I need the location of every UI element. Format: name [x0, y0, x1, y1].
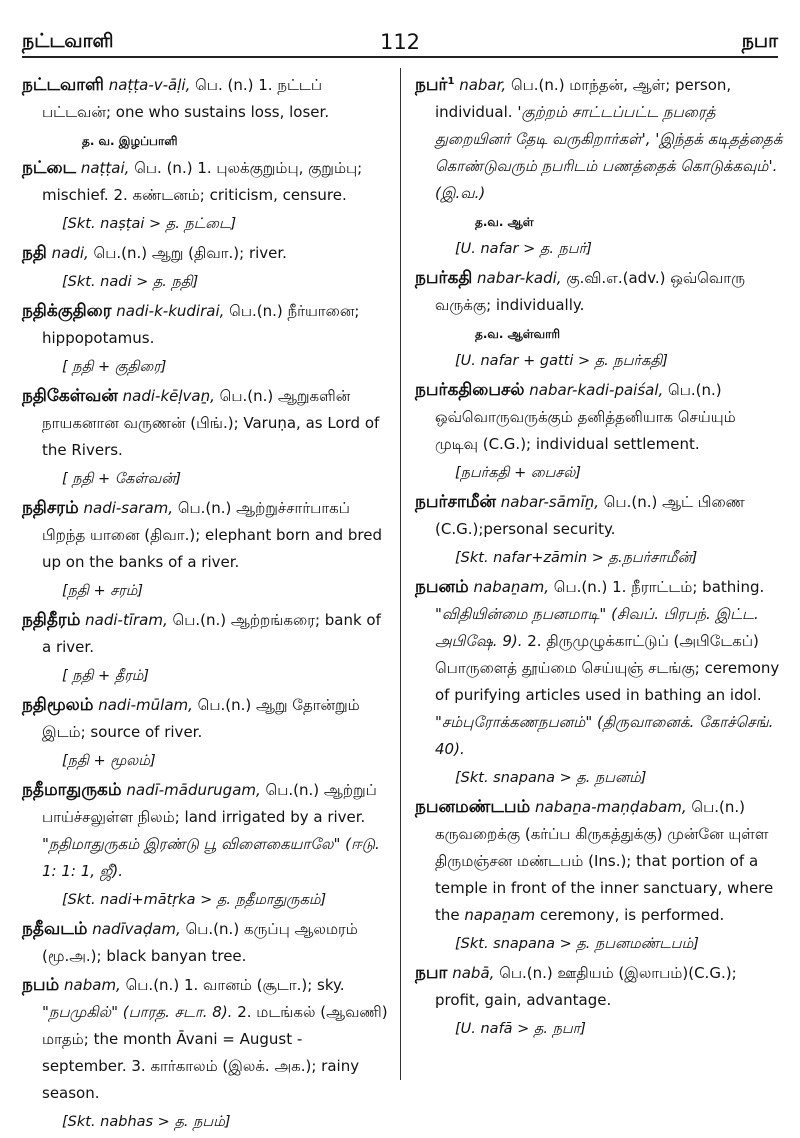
headword: நதீமாதுருகம்: [22, 780, 122, 800]
dictionary-entry: [415, 794, 783, 929]
etymology: [நதி + மூலம்]: [62, 753, 156, 769]
page-number: 112: [379, 30, 421, 54]
etymology: [ நதி + தீரம்]: [62, 668, 150, 684]
dictionary-entry: [22, 155, 390, 209]
definition: பெ.(n.) ஆற்றங்கரை; bank of a river.: [42, 611, 381, 656]
headword: நதிக்குதிரை: [22, 301, 112, 321]
definition: பெ.(n.) கருப்பு ஆலமரம் (மூ.அ.); black banyan tree.: [42, 920, 358, 965]
headword: நபனம்: [415, 577, 469, 597]
etymology: [நதி + சரம்]: [62, 583, 144, 599]
transliteration: nabā,: [452, 964, 495, 982]
transliteration: nadīvaḍam,: [92, 920, 181, 938]
transliteration: nabar-kadi-paiśal,: [529, 381, 664, 399]
dictionary-entry: [415, 489, 783, 543]
transliteration: nabam,: [64, 976, 121, 994]
homonym-number: 1: [447, 76, 455, 87]
definition-continued: ceremony, is performed.: [535, 906, 725, 924]
transliteration: nadī-mādurugam,: [126, 781, 261, 799]
definition: பெ.(n.) ஊதியம் (இலாபம்)(C.G.); profit, gain, advantage.: [435, 964, 737, 1009]
headword: நதீவடம்: [22, 919, 88, 939]
headword: நபனமண்டபம்: [415, 797, 531, 817]
definition: பெ.(n.) கருவறைக்கு (கர்ப்ப கிருகத்துக்கு) முன்னே யுள்ள திருமஞ்சன மண்டபம் (Ins.); that portion of a temple in front of the inner sanctuary, where the: [435, 798, 774, 924]
page-header: [22, 26, 778, 58]
etymology: [Skt. nabhas > த. நபம்]: [62, 1114, 231, 1130]
headword: நபா: [415, 963, 448, 983]
definition: பெ.(n.) ஆறுகளின் நாயகனான வருணன் (பிங்.); Varuṇa, as Lord of the Rivers.: [42, 387, 380, 459]
transliteration: naṭṭa-v-āḷi,: [108, 76, 191, 94]
definition: பெ.(n.) நீர்யானை; hippopotamus.: [42, 302, 360, 347]
transliteration: nabar,: [459, 76, 507, 94]
etymology: [நபர்கதி + பைசல்]: [455, 465, 582, 481]
definition: பெ.(n.) ஆறு தோன்றும் இடம்; source of river.: [42, 696, 360, 741]
headword: நபர்கதி: [415, 268, 473, 288]
transliteration: nabar-sāmīṉ,: [500, 493, 599, 511]
etymology: [Skt. snapana > த. நபனம்]: [455, 770, 647, 786]
etymology: [Skt. snapana > த. நபனமண்டபம்]: [455, 936, 699, 952]
transliteration: nabaṉam,: [473, 578, 550, 596]
definition: பெ. (n.) 1. நட்டப் பட்டவன்; one who sustains loss, loser.: [42, 76, 330, 121]
definition-continued: 2. மடங்கல் (ஆவணி) மாதம்; the month Āvani = August - september. 3. கார்காலம் (இலக். அக.); rainy season.: [42, 1003, 388, 1102]
transliteration: nadi-mūlam,: [98, 696, 193, 714]
headword: நபர்சாமீன்: [415, 492, 496, 512]
dictionary-entry: [22, 972, 390, 1107]
etymology: [U. nafar + gatti > த. நபர்கதி]: [455, 353, 668, 369]
etymology: [U. nafar > த. நபர்]: [455, 241, 592, 257]
headword: நதிதீரம்: [22, 610, 81, 630]
etymology: [Skt. naṣṭai > த. நட்டை]: [62, 216, 237, 232]
etymology: [Skt. nafar+zāmin > த.நபர்சாமீன்]: [455, 550, 698, 566]
dictionary-entry: [22, 692, 390, 746]
dictionary-entry: [22, 607, 390, 661]
transliteration: nabaṉa-maṇḍabam,: [535, 798, 687, 816]
tamil-synonym: த. வ. இழப்பாளி: [82, 134, 178, 148]
definition-continued: 2. திருமுழுக்காட்டுப் (அபிடேகப்) பொருளைத் தூய்மை செய்யுஞ் சடங்கு; ceremony of purifying articles used in bathing an idol.: [435, 632, 780, 704]
dictionary-entry: [415, 72, 783, 207]
dictionary-entry: [22, 383, 390, 464]
guide-word-left: நட்டவாளி: [22, 30, 114, 52]
transliteration: nadi,: [51, 244, 89, 262]
transliteration: nadi-saram,: [83, 499, 174, 517]
definition: பெ.(n.) ஆற்றுப் பாய்ச்சலுள்ள நிலம்; land irrigated by a river.: [42, 781, 377, 826]
dictionary-entry: [22, 240, 390, 267]
dictionary-entry: [415, 574, 783, 763]
definition: பெ. (n.) 1. புலக்குறும்பு, குறும்பு; mischief. 2. கண்டனம்; criticism, censure.: [42, 159, 363, 204]
definition: பெ.(n.) ஒவ்வொருவருக்கும் தனித்தனியாக செய்யும் முடிவு (C.G.); individual settlement.: [435, 381, 736, 453]
headword: நட்டவாளி: [22, 75, 104, 95]
citation-quote: "விதியின்மை நபனமாடி" (சிவப். பிரபந். இட்ட. அபிஷே. 9).: [435, 605, 759, 650]
headword: நதிசரம்: [22, 498, 79, 518]
transliteration: nabar-kadi,: [477, 269, 562, 287]
etymology: [Skt. nadi > த. நதி]: [62, 274, 199, 290]
headword: நதி: [22, 243, 47, 263]
etymology: [Skt. nadi+mātṛka > த. நதீமாதுருகம்]: [62, 892, 327, 908]
column-divider: [400, 68, 401, 1080]
etymology: [ நதி + குதிரை]: [62, 359, 167, 375]
headword: நட்டை: [22, 158, 77, 178]
transliteration: nadi-tīram,: [85, 611, 168, 629]
definition: பெ.(n.) ஆற்றுச்சார்பாகப் பிறந்த யானை (திவா.); elephant born and bred up on the banks of a river.: [42, 499, 383, 571]
headword: நதிமூலம்: [22, 695, 94, 715]
citation-quote: "நபமுகில்" (பாரத. சடா. 8).: [42, 1003, 233, 1021]
left-column: [22, 72, 390, 1138]
inline-transliteration: napaṉam: [459, 906, 536, 924]
definition: பெ.(n.) ஆட் பிணை (C.G.);personal security.: [435, 493, 745, 538]
right-column: [415, 72, 783, 1045]
citation-quote: "சம்புரோக்கணநபனம்" (திருவானைக். கோச்செங். 40).: [435, 713, 774, 758]
citation-quote: "நதிமாதுருகம் இரண்டு பூ விளைகையாலே" (ஈடு. 1: 1: 1, ஜீ).: [42, 835, 380, 880]
definition: கு.வி.எ.(adv.) ஒவ்வொரு வருக்கு; individually.: [435, 269, 745, 314]
dictionary-entry: [22, 495, 390, 576]
definition: பெ.(n.) மாந்தன், ஆள்; person, individual.: [435, 76, 732, 121]
tamil-synonym: த.வ. ஆள்: [475, 215, 534, 229]
citation-quote: 'குற்றம் சாட்டப்பட்ட நபரைத் துறையினர் தேடி வருகிறார்கள்', 'இந்தக் கடிதத்தைக் கொண்டுவரும் நபரிடம் பணத்தைக் கொடுக்கவும்'. (இ.வ.): [435, 103, 783, 202]
dictionary-entry: [22, 72, 390, 126]
tamil-synonym: த.வ. ஆள்வாரி: [475, 327, 560, 341]
dictionary-entry: [415, 377, 783, 458]
dictionary-entry: [22, 298, 390, 352]
guide-word-right: நபா: [741, 30, 778, 52]
dictionary-entry: [415, 960, 783, 1014]
dictionary-entry: [415, 265, 783, 319]
definition: பெ.(n.) 1. நீராட்டம்; bathing.: [549, 578, 765, 596]
transliteration: nadi-kēḷvaṉ,: [122, 387, 215, 405]
headword: நபம்: [22, 975, 60, 995]
transliteration: nadi-k-kudirai,: [116, 302, 225, 320]
headword: நதிகேள்வன்: [22, 386, 118, 406]
headword: நபர்கதிபைசல்: [415, 380, 525, 400]
transliteration: naṭṭai,: [80, 159, 130, 177]
definition: பெ.(n.) 1. வானம் (சூடா.); sky.: [120, 976, 345, 994]
etymology: [U. nafā > த. நபா]: [455, 1021, 586, 1037]
definition: பெ.(n.) ஆறு (திவா.); river.: [88, 244, 287, 262]
etymology: [ நதி + கேள்வன்]: [62, 471, 182, 487]
headword: நபர்: [415, 75, 448, 95]
dictionary-entry: [22, 777, 390, 885]
dictionary-entry: [22, 916, 390, 970]
